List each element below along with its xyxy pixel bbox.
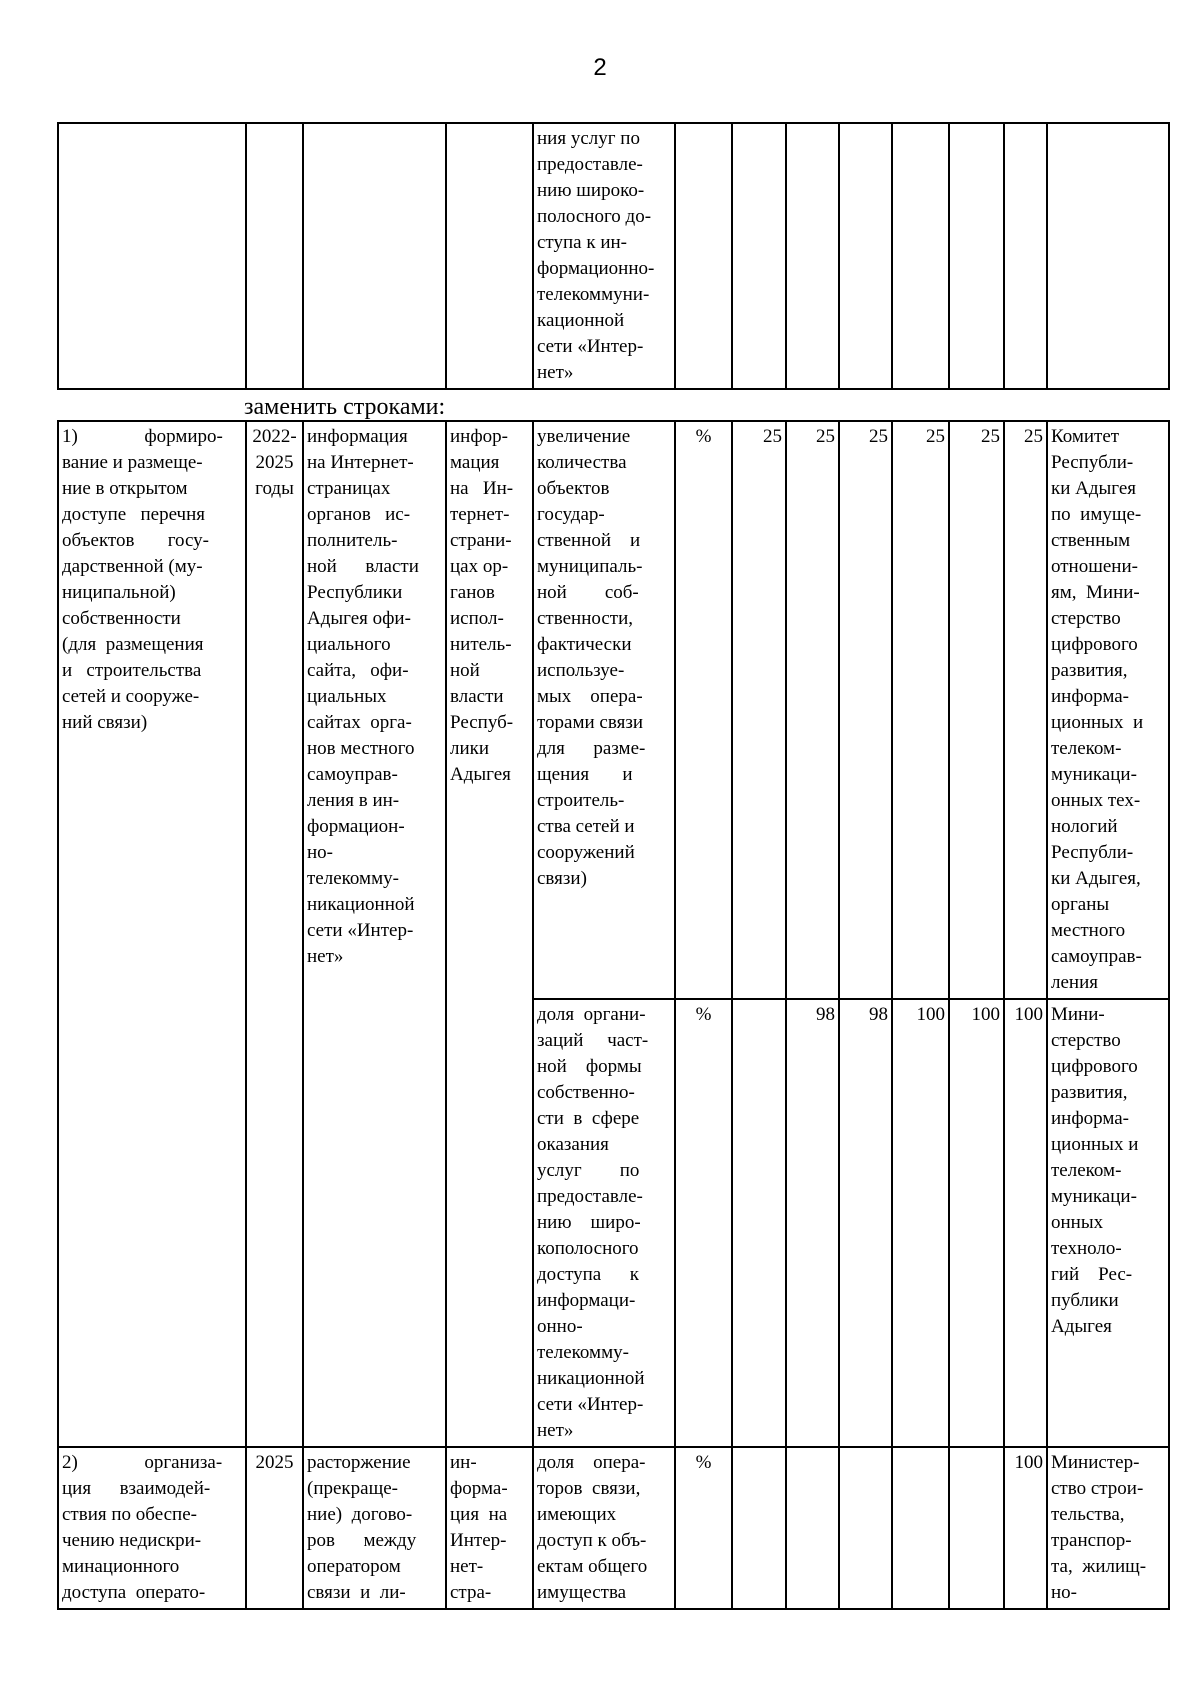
replace-instruction: заменить строками: [244,394,446,420]
responsible-2-1: Министер- ство строи- тельства, транспор- та, жилищ- но- [1047,1447,1169,1609]
period-2: 2025 [246,1447,303,1609]
old-rows-table [57,122,1170,390]
cell-empty [1047,123,1169,389]
cell-empty [303,123,446,389]
period-1: 2022- 2025 годы [246,421,303,1447]
indicator-2-1: доля опера- торов связи, имеющих доступ к объ- ектам общего имущества [533,1447,675,1609]
unit-1-1: % [675,421,732,999]
responsible-1-2: Мини- стерство цифрового развития, информа- ционных и телеком- муникаци- онных техноло- гий Рес- публики Адыгея [1047,999,1169,1447]
value-1-2-f: 100 [1004,999,1047,1447]
value-1-1-c: 25 [839,421,892,999]
value-2-1-d [892,1447,949,1609]
cell-empty [892,123,949,389]
source-1: инфор- мация на Ин- тернет- страни- цах ор- ганов испол- нитель- ной власти Респуб- лики Адыгея [446,421,533,1447]
value-1-1-a: 25 [732,421,786,999]
cell-empty [949,123,1004,389]
value-1-1-e: 25 [949,421,1004,999]
value-1-1-b: 25 [786,421,839,999]
unit-2-1: % [675,1447,732,1609]
value-2-1-a [732,1447,786,1609]
result-1: информация на Интернет- страницах органов ис- полнитель- ной власти Республики Адыгея офи- циального сайта, офи- циальных сайтах орга- нов местного самоуправ- ления в ин- формацион- но- телекомму- никационной сети «Интер- нет» [303,421,446,1447]
value-1-2-a [732,999,786,1447]
value-1-1-f: 25 [1004,421,1047,999]
value-1-1-d: 25 [892,421,949,999]
cell-empty [786,123,839,389]
indicator-1-2: доля органи- заций част- ной формы собственно- сти в сфере оказания услуг по предоставле- нию широ- кополосного доступа к информаци- онно- телекомму- никационной сети «Интер- нет» [533,999,675,1447]
activity-2: 2) организа- ция взаимодей- ствия по обеспе- чению недискри- минационного доступа операто- [58,1447,246,1609]
value-1-2-b: 98 [786,999,839,1447]
value-1-2-d: 100 [892,999,949,1447]
cell-empty [446,123,533,389]
value-1-2-c: 98 [839,999,892,1447]
responsible-1-1: Комитет Республи- ки Адыгея по имуще- ственным отношени- ям, Мини- стерство цифрового развития, информа- ционных и телеком- муникаци- онных тех- нологий Республи- ки Адыгея, органы местного самоуправ- ления [1047,421,1169,999]
cell-empty [839,123,892,389]
new-rows-table [57,420,1170,1610]
value-2-1-e [949,1447,1004,1609]
cell-empty [675,123,732,389]
value-1-2-e: 100 [949,999,1004,1447]
value-2-1-c [839,1447,892,1609]
value-2-1-b [786,1447,839,1609]
page-number: 2 [593,54,607,81]
indicator-text: ния услуг по предоставле- нию широко- полосного до- ступа к ин- формационно- телекоммуни- кационной сети «Интер- нет» [533,123,675,389]
unit-1-2: % [675,999,732,1447]
result-2: расторжение (прекраще- ние) догово- ров между оператором связи и ли- [303,1447,446,1609]
indicator-1-1: увеличение количества объектов государ- ственной и муниципаль- ной соб- ственности, фактически используе- мых опера- торами связи для разме- щения и строитель- ства сетей и сооружений связи) [533,421,675,999]
source-2: ин- форма- ция на Интер- нет- стра- [446,1447,533,1609]
cell-empty [732,123,786,389]
activity-1: 1) формиро- вание и размеще- ние в открытом доступе перечня объектов госу- дарственной (му- ниципальной) собственности (для размещения и строительства сетей и сооруже- ний связи) [58,421,246,1447]
cell-empty [58,123,246,389]
cell-empty [1004,123,1047,389]
value-2-1-f: 100 [1004,1447,1047,1609]
cell-empty [246,123,303,389]
